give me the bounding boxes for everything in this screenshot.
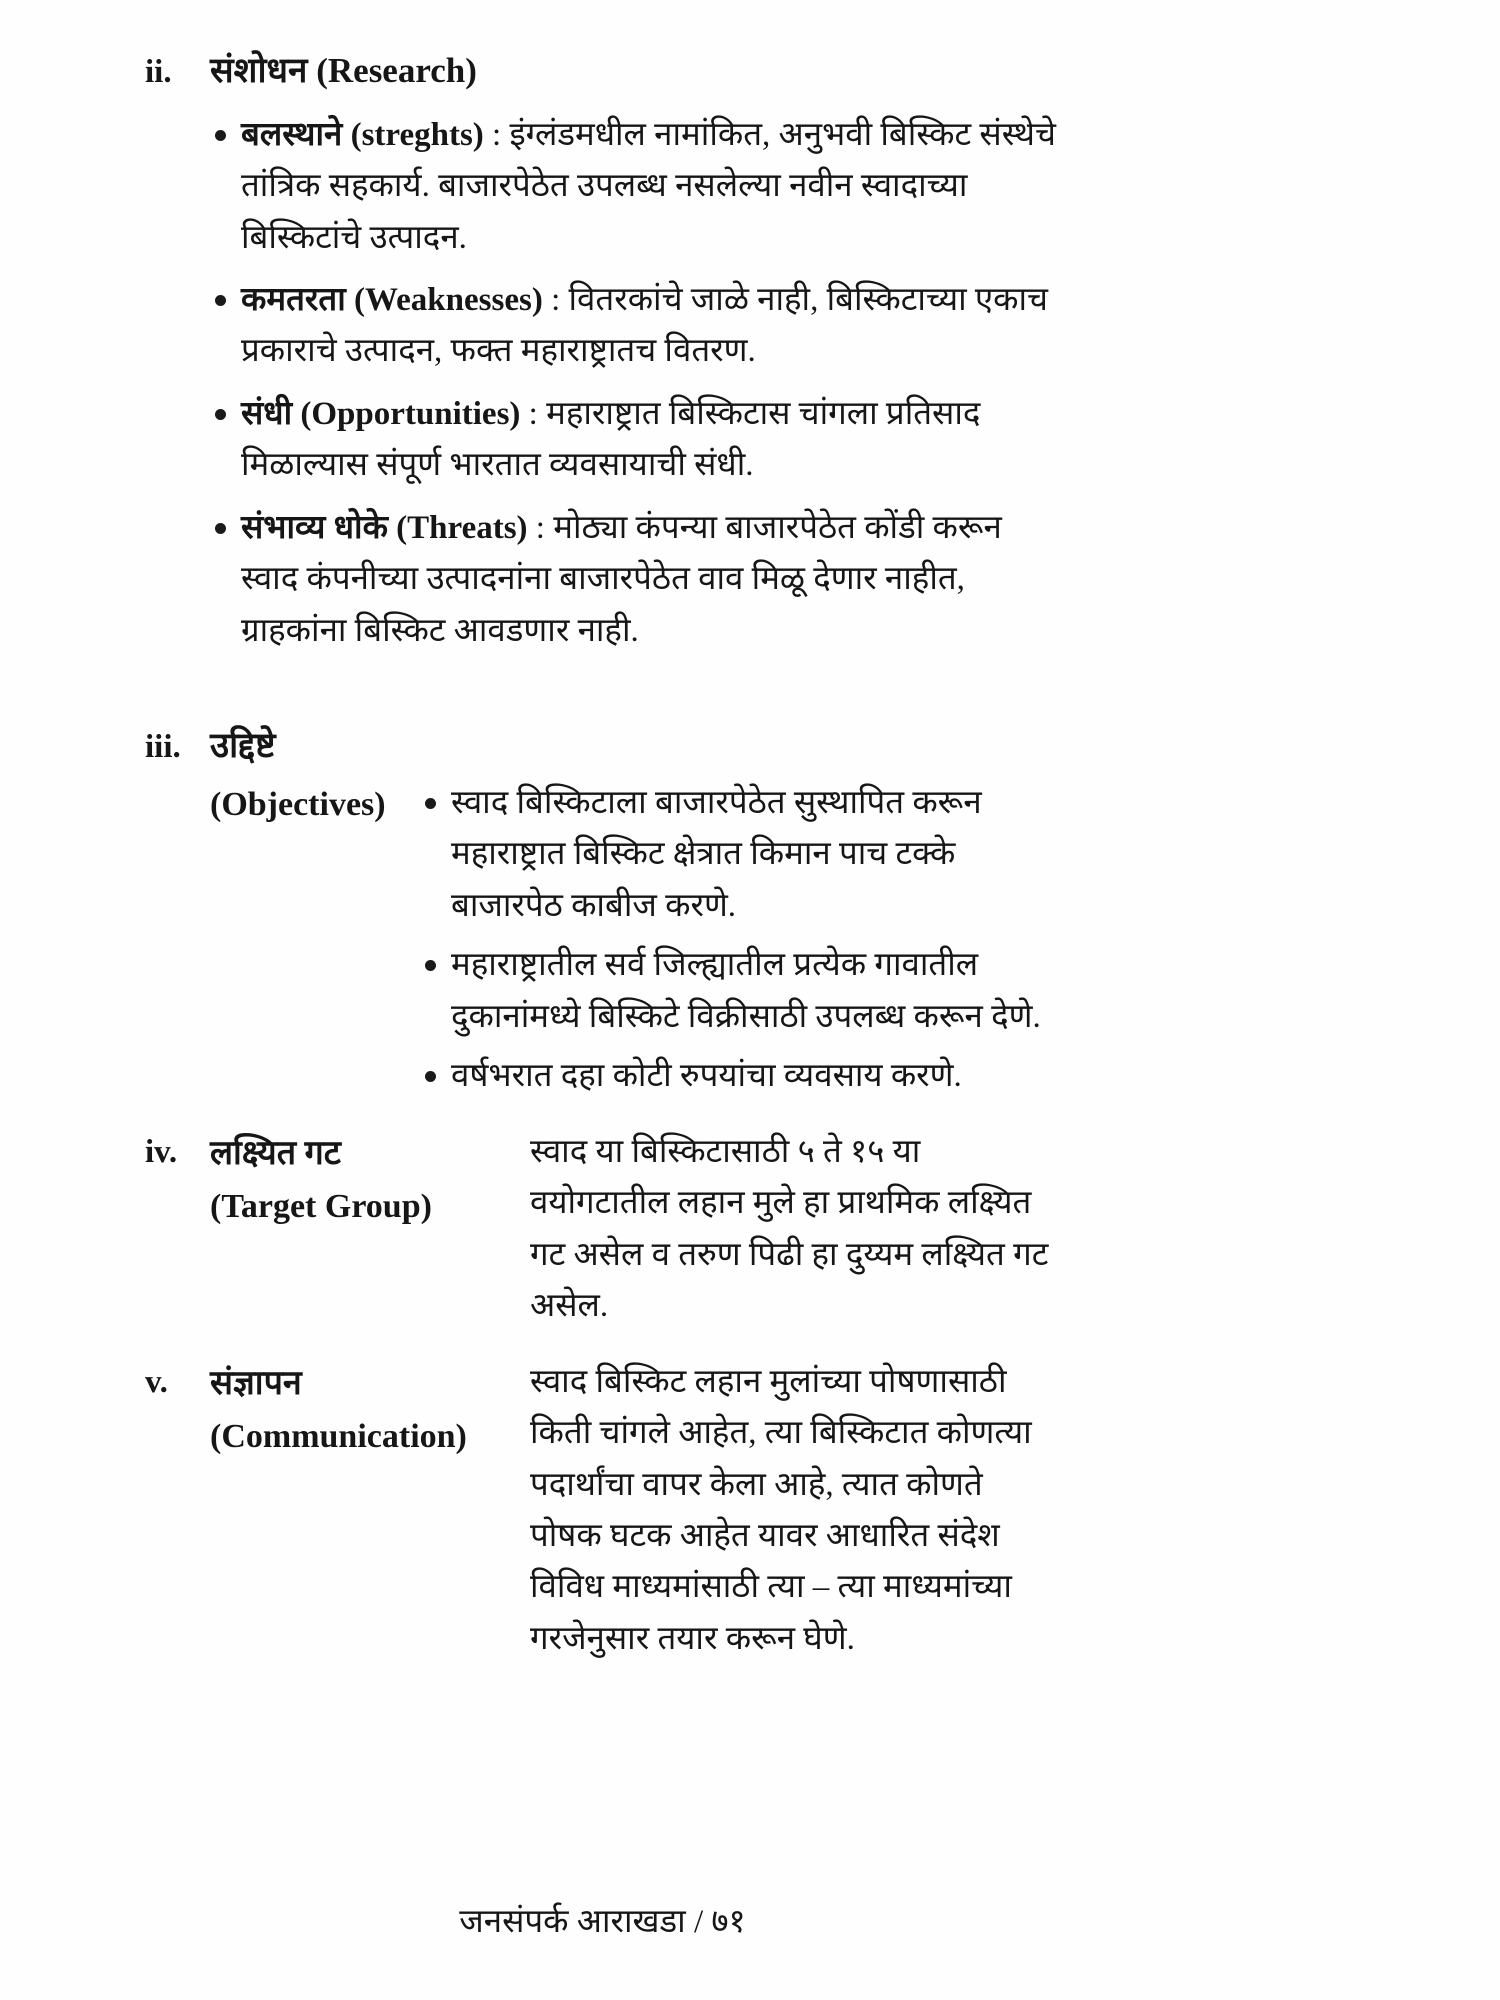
section-communication bbox=[145, 1357, 1060, 1666]
bullet-icon bbox=[215, 295, 226, 306]
bullet-separator: : bbox=[483, 116, 510, 153]
bullet-text-wrap bbox=[241, 503, 1060, 657]
bullet-lead: बलस्थाने (streghts) bbox=[241, 116, 484, 153]
list-item bbox=[215, 389, 1060, 492]
section-number: ii. bbox=[145, 54, 172, 90]
section-number: iv. bbox=[145, 1133, 178, 1170]
bullet-separator: : bbox=[527, 509, 554, 546]
list-item bbox=[215, 275, 1060, 378]
bullet-text-wrap bbox=[241, 389, 1060, 492]
section-target-group bbox=[145, 1127, 1060, 1333]
bullet-text-wrap bbox=[241, 110, 1060, 264]
number-column-spacer bbox=[145, 778, 210, 1103]
list-item bbox=[425, 778, 1052, 932]
bullet-separator: : bbox=[520, 395, 547, 432]
section-number: iii. bbox=[145, 729, 181, 766]
section-label-block bbox=[210, 1127, 530, 1333]
section-research bbox=[145, 44, 1060, 657]
list-item bbox=[215, 503, 1060, 657]
list-item bbox=[425, 1051, 1052, 1102]
bullet-icon bbox=[215, 409, 226, 420]
bullet-lead: संधी (Opportunities) bbox=[241, 395, 521, 432]
bullet-separator: : bbox=[542, 282, 569, 318]
section-body: स्वाद बिस्किट लहान मुलांच्या पोषणासाठी किती चांगले आहेत, त्या बिस्किटात कोणत्या पदार्थांचा वापर केला आहे, त्यात कोणते पोषक घटक आहेत यावर आधारित संदेश विविध माध्यमांसाठी त्या – त्या माध्यमांच्या गरजेनुसार तयार करून घेणे. bbox=[530, 1363, 1032, 1657]
section-label-block bbox=[210, 1357, 530, 1666]
bullet-text: स्वाद बिस्किटाला बाजारपेठेत सुस्थापित करून महाराष्ट्रात बिस्किट क्षेत्रात किमान पाच टक्के बाजारपेठ काबीज करणे. bbox=[451, 784, 982, 924]
bullet-text: वितरकांचे जाळे नाही, बिस्किटाच्या एकाच प्रकाराचे उत्पादन, फक्त महाराष्ट्रातच वितरण. bbox=[241, 282, 1048, 370]
bullet-icon bbox=[215, 130, 226, 141]
bullet-text: मोठ्या कंपन्या बाजारपेठेत कोंडी करून स्वाद कंपनीच्या उत्पादनांना बाजारपेठेत वाव मिळू देणार नाहीत, ग्राहकांना बिस्किट आवडणार नाही. bbox=[241, 509, 1002, 649]
bullet-text-wrap bbox=[241, 275, 1060, 378]
objectives-bullet-list bbox=[425, 778, 1060, 1103]
research-bullet-list bbox=[215, 110, 1060, 658]
page-content bbox=[145, 44, 1060, 1665]
section-title: संज्ञापन bbox=[210, 1364, 302, 1402]
bullet-icon bbox=[215, 523, 226, 534]
bullet-text: महाराष्ट्रात बिस्किटास चांगला प्रतिसाद मिळाल्यास संपूर्ण भारतात व्यवसायाची संधी. bbox=[241, 395, 981, 484]
bullet-icon bbox=[425, 960, 436, 971]
section-heading-row bbox=[145, 719, 1060, 774]
section-title: संशोधन (Research) bbox=[210, 51, 477, 90]
list-item bbox=[215, 110, 1060, 264]
section-number: v. bbox=[145, 1363, 168, 1400]
section-title: लक्ष्यित गट bbox=[210, 1134, 341, 1172]
section-body: स्वाद या बिस्किटासाठी ५ ते १५ या वयोगटातील लहान मुले हा प्राथमिक लक्ष्यित गट असेल व तरुण पिढी हा दुय्यम लक्ष्यित गट असेल. bbox=[530, 1133, 1049, 1325]
objectives-columns bbox=[145, 778, 1060, 1103]
bullet-text: वर्षभरात दहा कोटी रुपयांचा व्यवसाय करणे. bbox=[451, 1058, 962, 1095]
section-heading-row bbox=[145, 44, 1060, 99]
section-subtitle: (Target Group) bbox=[210, 1187, 432, 1225]
bullet-text: महाराष्ट्रातील सर्व जिल्ह्यातील प्रत्येक गावातील दुकानांमध्ये बिस्किटे विक्रीसाठी उपलब्ध करून देणे. bbox=[451, 947, 1041, 1035]
bullet-icon bbox=[425, 798, 436, 809]
section-objectives bbox=[145, 719, 1060, 1102]
list-item bbox=[425, 940, 1052, 1043]
section-subtitle: (Objectives) bbox=[210, 785, 386, 823]
section-title: उद्दिष्टे bbox=[210, 726, 276, 766]
page-footer: जनसंपर्क आराखडा / ७१ bbox=[459, 1903, 746, 1940]
bullet-text: इंग्लंडमधील नामांकित, अनुभवी बिस्किट संस्थेचे तांत्रिक सहकार्य. बाजारपेठेत उपलब्ध नसलेल्या नवीन स्वादाच्या बिस्किटांचे उत्पादन. bbox=[241, 116, 1056, 256]
section-subtitle: (Communication) bbox=[210, 1417, 467, 1455]
bullet-lead: कमतरता (Weaknesses) bbox=[241, 282, 543, 318]
bullet-lead: संभाव्य धोके (Threats) bbox=[241, 509, 528, 546]
bullet-icon bbox=[425, 1071, 436, 1082]
